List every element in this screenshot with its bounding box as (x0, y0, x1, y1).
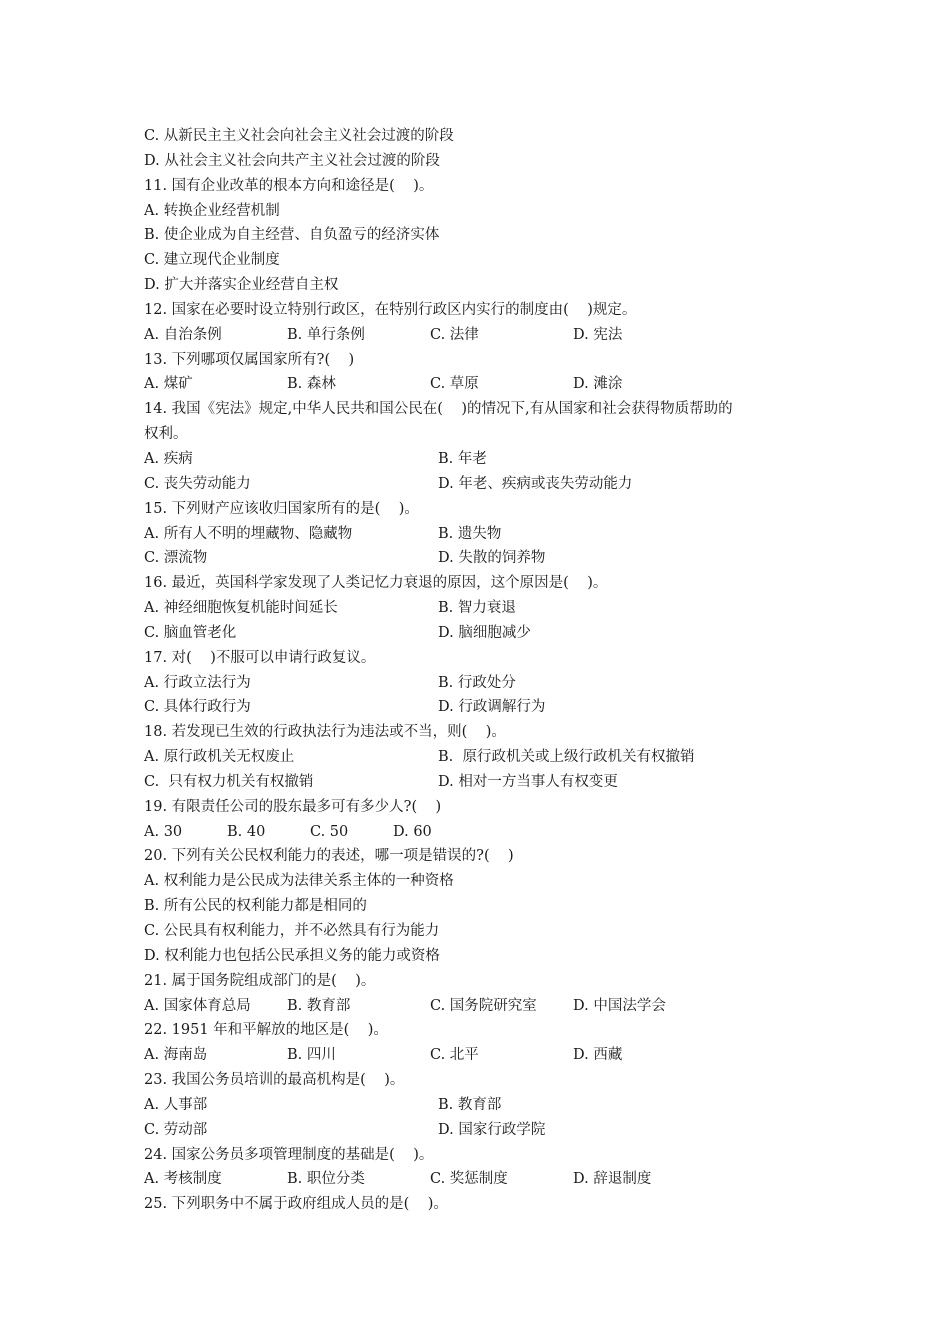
option-text: B. 职位分类 (287, 1171, 365, 1188)
options-row (144, 596, 824, 621)
options-row (144, 323, 824, 348)
text-line: A. 转换企业经营机制 (144, 202, 280, 219)
text-line: 21. 属于国务院组成部门的是( )。 (144, 972, 376, 989)
text-line: A. 权利能力是公民成为法律关系主体的一种资格 (144, 873, 454, 890)
options-row (144, 372, 824, 397)
options-row (144, 546, 824, 571)
option-text: C. 法律 (430, 326, 479, 343)
option-text: C. 具体行政行为 (144, 699, 251, 716)
text-line: 19. 有限责任公司的股东最多可有多少人?( ) (144, 798, 442, 815)
option-text: D. 60 (393, 823, 432, 840)
option-text: A. 行政立法行为 (144, 674, 251, 691)
option-text: C. 北平 (430, 1047, 479, 1064)
option-text: C. 劳动部 (144, 1121, 208, 1138)
text-line: 24. 国家公务员多项管理制度的基础是( )。 (144, 1146, 434, 1163)
options-row (144, 671, 824, 696)
text-line: 权利。 (144, 426, 188, 443)
text-line: 25. 下列职务中不属于政府组成人员的是( )。 (144, 1196, 448, 1213)
option-text: A. 自治条例 (144, 326, 222, 343)
option-text: D. 失散的饲养物 (438, 550, 546, 567)
option-text: C. 脑血管老化 (144, 624, 237, 641)
text-line: D. 权利能力也包括公民承担义务的能力或资格 (144, 947, 440, 964)
text-line: 23. 我国公务员培训的最高机构是( )。 (144, 1072, 405, 1089)
options-row (144, 472, 824, 497)
option-text: D. 西藏 (573, 1047, 623, 1064)
option-text: D. 年老、疾病或丧失劳动能力 (438, 475, 633, 492)
option-text: D. 滩涂 (573, 376, 623, 393)
option-text: B. 森林 (287, 376, 336, 393)
options-row (144, 1118, 824, 1143)
text-line: C. 建立现代企业制度 (144, 252, 280, 269)
text-line: 20. 下列有关公民权利能力的表述，哪一项是错误的?( ) (144, 848, 514, 865)
option-text: C. 丧失劳动能力 (144, 475, 251, 492)
options-row (144, 447, 824, 472)
text-line: 15. 下列财产应该收归国家所有的是( )。 (144, 500, 419, 517)
options-row (144, 1167, 824, 1192)
option-text: B. 四川 (287, 1047, 336, 1064)
option-text: A. 30 (144, 823, 183, 840)
text-line: D. 从社会主义社会向共产主义社会过渡的阶段 (144, 152, 440, 169)
options-row (144, 522, 824, 547)
text-line: B. 所有公民的权利能力都是相同的 (144, 898, 367, 915)
option-text: B. 单行条例 (287, 326, 365, 343)
option-text: A. 海南岛 (144, 1047, 208, 1064)
options-row (144, 770, 824, 795)
option-text: B. 遗失物 (438, 525, 502, 542)
option-text: C. 草原 (430, 376, 479, 393)
option-text: A. 疾病 (144, 450, 193, 467)
option-text: A. 国家体育总局 (144, 997, 251, 1014)
option-text: B. 行政处分 (438, 674, 516, 691)
options-row (144, 1043, 824, 1068)
option-text: A. 煤矿 (144, 376, 193, 393)
option-text: A. 原行政机关无权废止 (144, 749, 295, 766)
option-text: D. 中国法学会 (573, 997, 666, 1014)
options-row (144, 820, 824, 845)
option-text: A. 人事部 (144, 1096, 208, 1113)
option-text: B. 40 (227, 823, 266, 840)
option-text: C. 国务院研究室 (430, 997, 537, 1014)
option-text: C. 50 (310, 823, 349, 840)
option-text: B. 原行政机关或上级行政机关有权撤销 (438, 749, 695, 766)
text-line: C. 从新民主主义社会向社会主义社会过渡的阶段 (144, 128, 454, 144)
option-text: A. 考核制度 (144, 1171, 222, 1188)
options-row (144, 1093, 824, 1118)
option-text: A. 神经细胞恢复机能时间延长 (144, 600, 338, 617)
option-text: D. 宪法 (573, 326, 623, 343)
text-line: 16. 最近，英国科学家发现了人类记忆力衰退的原因，这个原因是( )。 (144, 575, 608, 592)
text-line: D. 扩大并落实企业经营自主权 (144, 277, 339, 294)
text-line: C. 公民具有权利能力，并不必然具有行为能力 (144, 923, 440, 939)
question-list (144, 124, 824, 1217)
text-line: 14. 我国《宪法》规定,中华人民共和国公民在( )的情况下,有从国家和社会获得物质帮助的 (144, 401, 733, 418)
text-line: 12. 国家在必要时设立特别行政区，在特别行政区内实行的制度由( )规定。 (144, 301, 637, 318)
option-text: B. 教育部 (438, 1096, 502, 1113)
text-line: B. 使企业成为自主经营、自负盈亏的经济实体 (144, 227, 440, 244)
option-text: D. 辞退制度 (573, 1171, 652, 1188)
option-text: B. 教育部 (287, 997, 351, 1014)
option-text: B. 智力衰退 (438, 600, 516, 617)
text-line: 13. 下列哪项仅属国家所有?( ) (144, 351, 355, 368)
options-row (144, 745, 824, 770)
text-line: 11. 国有企业改革的根本方向和途径是( )。 (144, 177, 434, 194)
text-line: 17. 对( )不服可以申请行政复议。 (144, 649, 376, 666)
text-line: 18. 若发现已生效的行政执法行为违法或不当，则( )。 (144, 724, 506, 741)
option-text: D. 国家行政学院 (438, 1121, 546, 1138)
text-line: 22. 1951 年和平解放的地区是( )。 (144, 1022, 388, 1039)
options-row (144, 621, 824, 646)
options-row (144, 994, 824, 1019)
option-text: B. 年老 (438, 450, 487, 467)
options-row (144, 695, 824, 720)
option-text: D. 相对一方当事人有权变更 (438, 773, 618, 790)
option-text: D. 行政调解行为 (438, 699, 546, 716)
option-text: C. 漂流物 (144, 550, 208, 567)
option-text: D. 脑细胞减少 (438, 624, 531, 641)
option-text: C. 奖惩制度 (430, 1171, 508, 1188)
option-text: C. 只有权力机关有权撤销 (144, 773, 314, 790)
option-text: A. 所有人不明的埋藏物、隐藏物 (144, 525, 353, 542)
